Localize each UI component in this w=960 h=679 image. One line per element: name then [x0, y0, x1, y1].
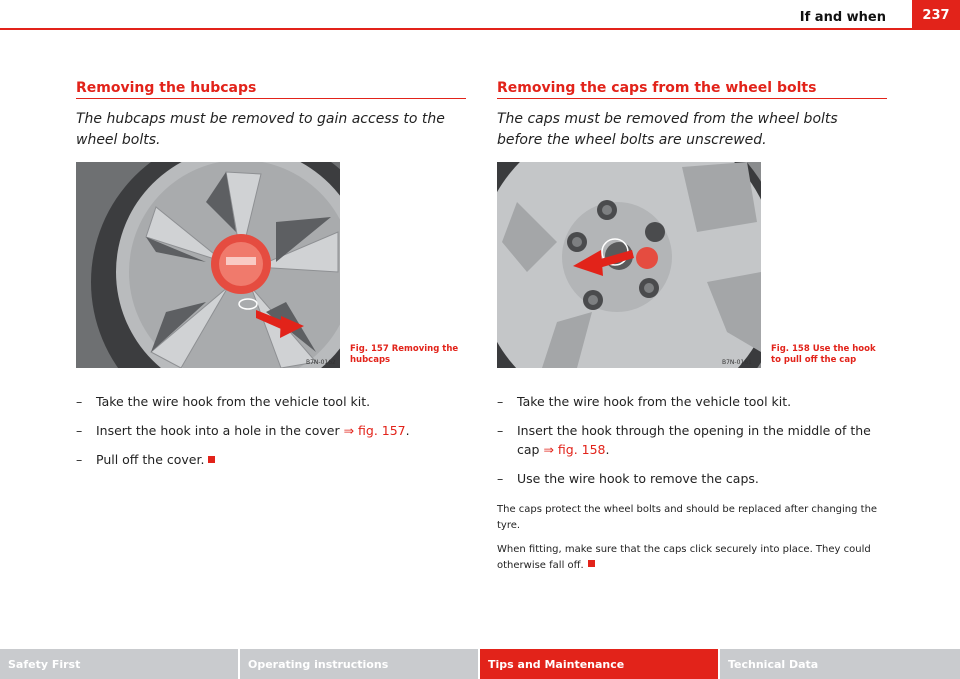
hubcaps-intro: The hubcaps must be removed to gain access to the wheel bolts. — [76, 111, 445, 148]
left-column — [76, 80, 466, 151]
list-item: – Insert the hook through the opening in the middle of the cap ⇒ fig. 158. — [497, 423, 871, 457]
list-item: – Take the wire hook from the vehicle tool kit. — [76, 394, 371, 409]
note-paragraph: When fitting, make sure that the caps click securely into place. They could otherwise fall off. — [497, 544, 871, 571]
list-item: – Pull off the cover. — [76, 450, 466, 469]
hubcap-removal-image — [76, 162, 340, 368]
note-paragraph: The caps protect the wheel bolts and should be replaced after changing the tyre. — [497, 504, 878, 531]
list-item: – Take the wire hook from the vehicle tool kit. — [497, 394, 792, 409]
list-item: – Insert the hook into a hole in the cover ⇒ fig. 157. — [76, 423, 410, 438]
list-item: – Use the wire hook to remove the caps. — [497, 471, 759, 486]
header-rule — [0, 28, 960, 30]
bolt-cap-removal-image — [497, 162, 761, 368]
section-title: If and when — [799, 10, 886, 25]
hubcaps-heading: Removing the hubcaps — [76, 80, 466, 99]
fig-157-link[interactable]: ⇒ fig. 157 — [343, 423, 406, 438]
figure-158-code: B7N-0161 — [722, 359, 752, 366]
figure-157-code: B7N-0162 — [306, 359, 336, 366]
figure-158-caption: Fig. 158 Use the hook to pull off the cap — [771, 344, 876, 365]
tab-tips-and-maintenance[interactable]: Tips and Maintenance — [480, 649, 720, 679]
tab-operating-instructions[interactable]: Operating instructions — [240, 649, 480, 679]
hubcaps-steps — [76, 392, 466, 479]
bolt-caps-heading: Removing the caps from the wheel bolts — [497, 80, 887, 99]
bolt-caps-notes — [497, 502, 887, 582]
page-number: 237 — [912, 0, 960, 30]
figure-157-caption: Fig. 157 Removing the hubcaps — [350, 344, 459, 365]
bolt-cap-illustration — [497, 162, 761, 368]
footer-nav — [0, 649, 960, 679]
bolt-caps-intro: The caps must be removed from the wheel bolts before the wheel bolts are unscrewed. — [497, 111, 838, 148]
tab-safety-first[interactable]: Safety First — [0, 649, 240, 679]
end-of-section-icon — [208, 456, 215, 463]
end-of-section-icon — [588, 560, 595, 567]
tab-technical-data[interactable]: Technical Data — [720, 649, 960, 679]
hubcap-illustration — [76, 162, 340, 368]
bolt-caps-steps — [497, 392, 887, 498]
fig-158-link[interactable]: ⇒ fig. 158 — [543, 442, 606, 457]
right-column — [497, 80, 887, 151]
